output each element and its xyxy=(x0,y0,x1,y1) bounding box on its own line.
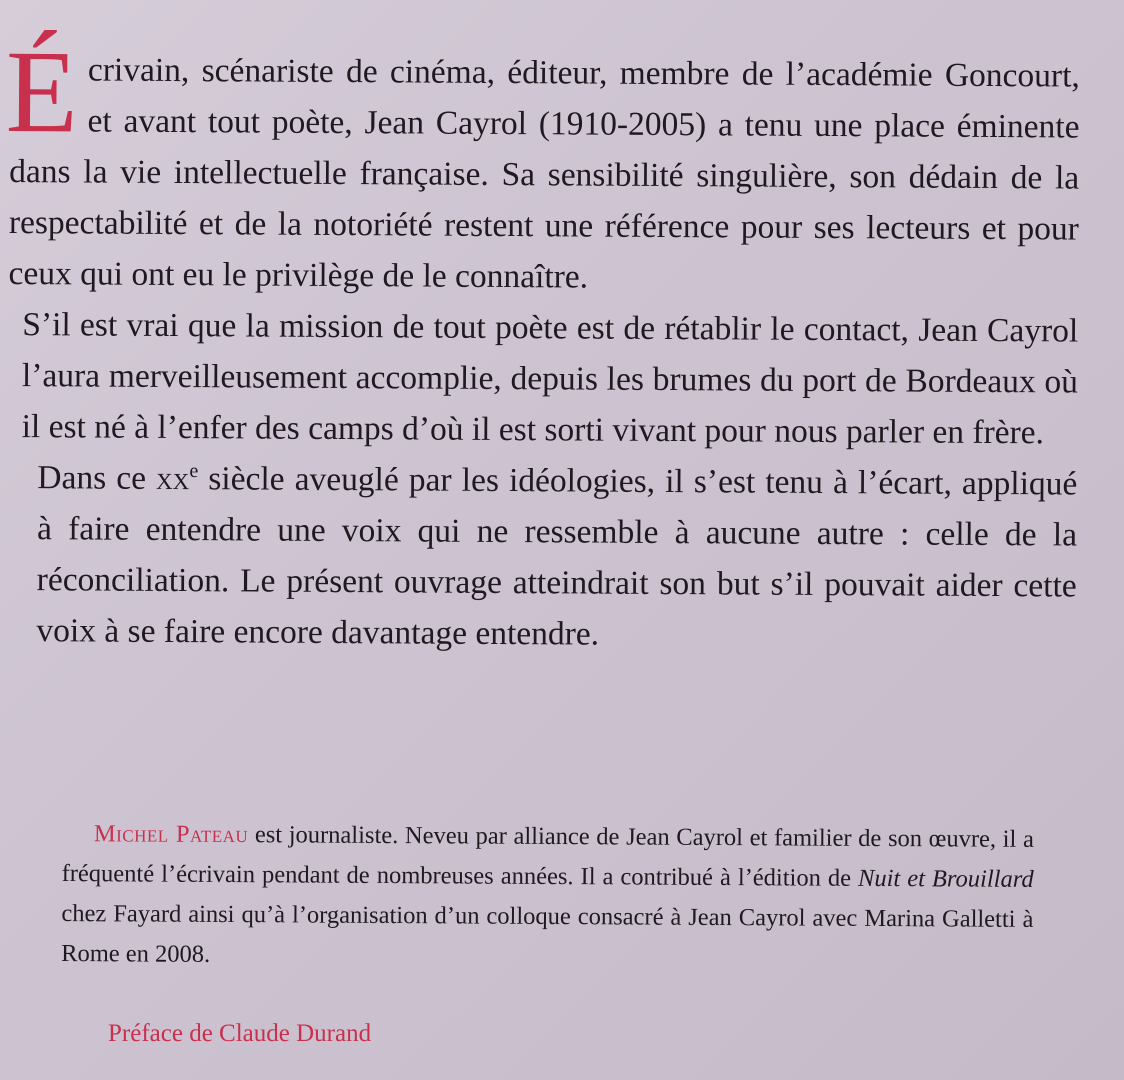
paragraph-3 xyxy=(6,452,1077,663)
paragraph-2: S’il est vrai que la mission de tout poète est de rétablir le contact, Jean Cayrol l’aura merveilleusement accomplie, depuis les brumes du port de Bordeaux où il est né à l’enfer des camps d’où il est sorti vivant pour nous parler en frère. xyxy=(21,306,1079,452)
paragraph-1 xyxy=(5,25,1080,306)
book-title: Nuit et Brouillard xyxy=(857,864,1034,893)
author-bio xyxy=(61,814,1034,980)
paragraph-3-start: Dans ce xyxy=(37,459,157,497)
drop-cap: É xyxy=(5,25,79,158)
preface-credit: Préface de Claude Durand xyxy=(108,1020,372,1047)
bio-text-1: est journaliste. Neveu par alliance de Jean Cayrol et familier de son œuvre, il a fréquenté l’écrivain pendant de nombreuses années. Il a contribué à l’édition de xyxy=(61,821,1034,892)
century-numeral: xx xyxy=(155,459,190,498)
bio-text-2: chez Fayard ainsi qu’à l’organisation d’un colloque consacré à Jean Cayrol avec Marina Galletti à Rome en 2008. xyxy=(61,899,1034,968)
paragraph-3-text: siècle aveuglé par les idéologies, il s’est tenu à l’écart, appliqué à faire entendre une voix qui ne ressemble à aucune autre : celle de la réconciliation. Le présent ouvrage atteindrait son but s’il pouvait aider cette voix à se faire encore davantage entendre. xyxy=(36,460,1078,653)
author-name: Michel Pateau xyxy=(93,820,249,849)
paragraph-1-text: crivain, scénariste de cinéma, éditeur, membre de l’académie Goncourt, et avant tout poète, Jean Cayrol (1910-2005) a tenu une place éminente dans la vie intellectuelle française. Sa sensibilité singulière, son dédain de la respectabilité et de la notoriété restent une référence pour ses lecteurs et pour ceux qui ont eu le privilège de le connaître. xyxy=(8,51,1080,296)
main-text-block xyxy=(5,25,1080,663)
century-superscript: e xyxy=(189,459,199,483)
